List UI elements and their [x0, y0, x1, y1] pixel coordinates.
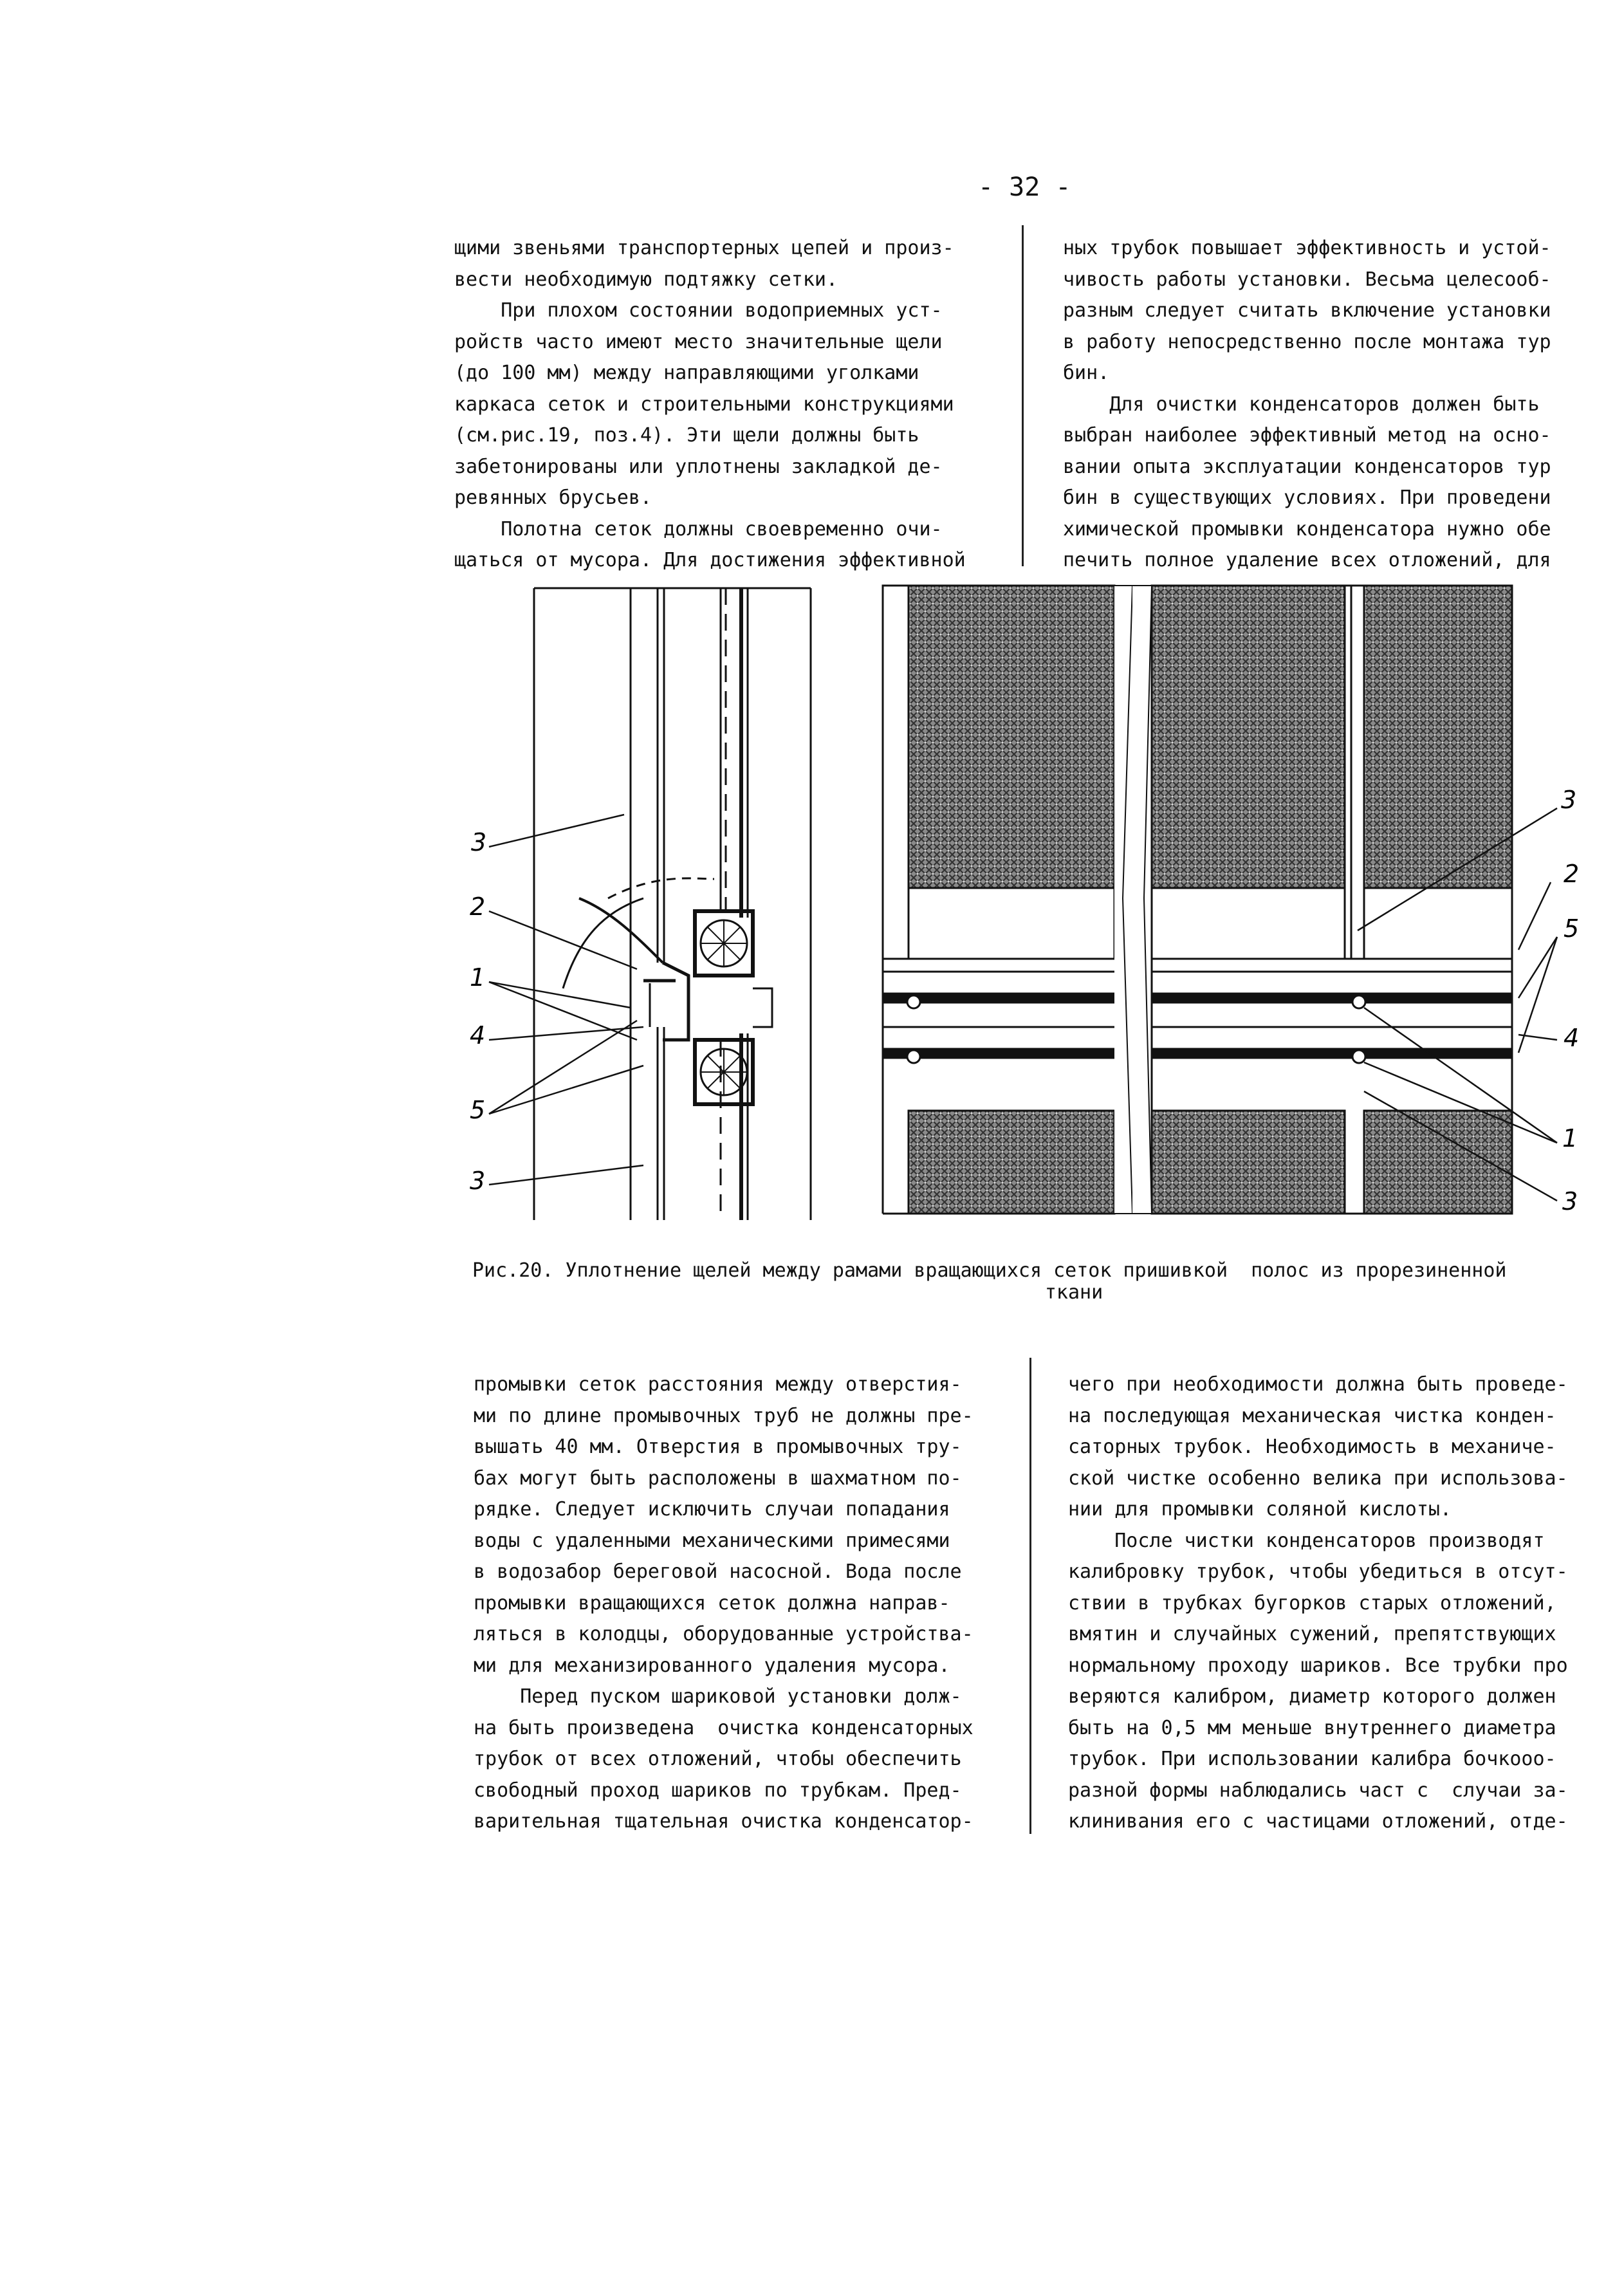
label-2-right: 2: [1564, 860, 1580, 888]
text-line: промывки сеток расстояния между отверстия-: [474, 1373, 962, 1396]
text-line: При плохом состоянии водоприемных уст-: [454, 299, 943, 322]
text-line: промывки вращающихся сеток должна направ-: [474, 1591, 950, 1614]
column-divider-top: [1022, 225, 1024, 566]
text-line: вмятин и случайных сужений, препятствующих: [1068, 1623, 1556, 1645]
text-line: чего при необходимости должна быть проведе-: [1068, 1373, 1568, 1396]
text-line: быть на 0,5 мм меньше внутреннего диаметра: [1068, 1716, 1556, 1739]
text-line: в работу непосредственно после монтажа тур: [1063, 330, 1551, 353]
label-4-right: 4: [1564, 1024, 1580, 1052]
label-3-top-left: 3: [471, 828, 487, 856]
text-line: бин в существующих условиях. При проведени: [1063, 486, 1551, 509]
text-line: забетонированы или уплотнены закладкой де-: [454, 455, 943, 478]
label-3-bottom-right: 3: [1562, 1187, 1578, 1216]
text-line: клинивания его с частицами отложений, отде-: [1068, 1810, 1568, 1833]
text-column-bottom-left: [474, 1369, 973, 1838]
figure-20-drawing: [450, 577, 1602, 1246]
text-line: ных трубок повышает эффективность и устой-: [1063, 237, 1551, 259]
text-line: нии для промывки соляной кислоты.: [1068, 1498, 1452, 1521]
text-line: ской чистке особенно велика при использова-: [1068, 1466, 1568, 1490]
text-line: трубок от всех отложений, чтобы обеспечить: [474, 1748, 962, 1770]
figure-caption: [472, 1260, 1598, 1304]
label-3-bottom-left: 3: [470, 1167, 486, 1195]
label-1-right: 1: [1562, 1124, 1578, 1152]
text-line: воды с удаленными механическими примесями: [474, 1529, 950, 1552]
text-line: ройств часто имеют место значительные щели: [454, 330, 943, 353]
front-view-right: [1114, 586, 1512, 1214]
text-line: вании опыта эксплуатации конденсаторов тур: [1063, 455, 1551, 478]
text-line: Полотна сеток должны своевременно очи-: [454, 517, 943, 541]
text-line: разной формы наблюдались част с случаи за-: [1068, 1779, 1568, 1802]
text-line: выбран наиболее эффективный метод на осно-: [1063, 424, 1551, 447]
page-number: - 32 -: [978, 172, 1071, 202]
label-2-left: 2: [470, 893, 486, 921]
text-line: каркаса сеток и строительными конструкциями: [454, 393, 954, 416]
text-line: Для очистки конденсаторов должен быть: [1063, 393, 1540, 416]
text-line: бин.: [1063, 362, 1110, 384]
text-line: варительная тщательная очистка конденсатор-: [474, 1810, 973, 1833]
text-line: вышать 40 мм. Отверстия в промывочных тру-: [474, 1436, 962, 1458]
label-5-right: 5: [1564, 914, 1580, 943]
text-line: ствии в трубках бугорков старых отложений,: [1068, 1591, 1556, 1614]
text-line: свободный проход шариков по трубкам. Пред-: [474, 1779, 962, 1802]
text-line: чивость работы установки. Весьма целесооб-: [1063, 268, 1551, 291]
text-column-top-left: [454, 233, 966, 577]
text-line: на быть произведена очистка конденсаторных: [474, 1716, 973, 1739]
label-5-left: 5: [470, 1096, 486, 1124]
front-view-center: [883, 586, 1114, 1214]
text-line: веряются калибром, диаметр которого должен: [1068, 1685, 1556, 1708]
text-line: бах могут быть расположены в шахматном по-: [474, 1466, 962, 1490]
text-line: трубок. При использовании калибра бочкооо-: [1068, 1748, 1556, 1770]
text-line: (см.рис.19, поз.4). Эти щели должны быть: [454, 424, 919, 447]
label-4-left: 4: [470, 1021, 486, 1050]
text-line: в водозабор береговой насосной. Вода после: [474, 1560, 962, 1583]
text-line: калибровку трубок, чтобы убедиться в отсут-: [1068, 1560, 1568, 1583]
text-line: Перед пуском шариковой установки долж-: [474, 1685, 962, 1708]
caption-line-1: Рис.20. Уплотнение щелей между рамами вращающихся сеток пришивкой полос из прорезиненной: [472, 1259, 1507, 1282]
text-line: нормальному проходу шариков. Все трубки про: [1068, 1654, 1568, 1677]
text-line: щаться от мусора. Для достижения эффективной: [454, 549, 966, 571]
label-3-top-right: 3: [1561, 786, 1577, 814]
text-column-bottom-right: [1068, 1369, 1568, 1838]
text-line: После чистки конденсаторов производят: [1068, 1529, 1545, 1552]
text-line: рядке. Следует исключить случаи попадания: [474, 1498, 950, 1521]
text-line: ми для механизированного удаления мусора.: [474, 1654, 950, 1677]
text-line: (до 100 мм) между направляющими уголками: [454, 362, 919, 384]
text-line: ми по длине промывочных труб не должны пре-: [474, 1404, 973, 1427]
text-column-top-right: [1063, 233, 1551, 577]
text-line: на последующая механическая чистка конден-: [1068, 1404, 1556, 1427]
text-line: разным следует считать включение установки: [1063, 299, 1551, 322]
text-line: печить полное удаление всех отложений, для: [1063, 549, 1551, 571]
text-line: щими звеньями транспортерных цепей и произ-: [454, 237, 954, 259]
column-divider-bottom: [1029, 1358, 1031, 1834]
cross-section-view: [534, 588, 811, 1220]
caption-line-2: ткани: [1044, 1281, 1103, 1304]
text-line: химической промывки конденсатора нужно обе: [1063, 517, 1551, 541]
text-line: ляться в колодцы, оборудованные устройства-: [474, 1623, 973, 1645]
text-line: вести необходимую подтяжку сетки.: [454, 268, 838, 291]
text-line: саторных трубок. Необходимость в механиче-: [1068, 1436, 1556, 1458]
label-1-left: 1: [470, 963, 486, 992]
text-line: ревянных брусьев.: [454, 486, 652, 509]
